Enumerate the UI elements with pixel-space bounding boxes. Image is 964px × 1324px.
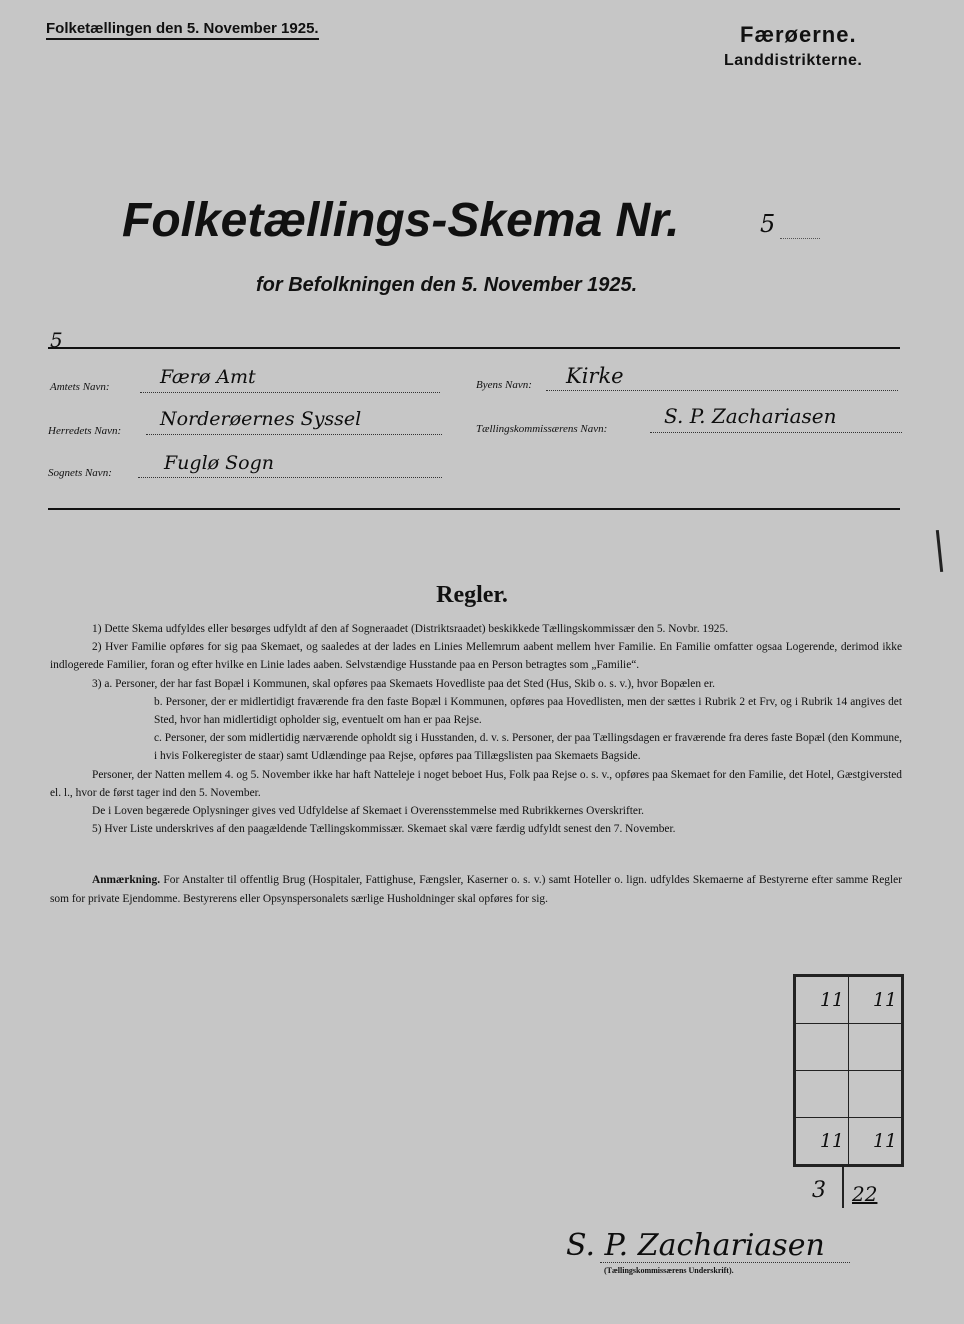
tally-row xyxy=(796,977,902,1024)
amt-value: Færø Amt xyxy=(160,366,256,388)
rule-2: 2) Hver Familie opføres for sig paa Skemaet, og saaledes at der lades en Linies Mellemrum aabent mellem hver Familie. En Familie omfatter ogsaa Logerende, derimod ikke indlogerede Familier, foran og efter hvilke en Linie lades aaben. Selvstændige Husstande paa en Person betragtes som „Familie“. xyxy=(50,641,902,672)
annotation-note xyxy=(50,871,902,908)
note-text: For Anstalter til offentlig Brug (Hospitaler, Fattighuse, Fængsler, Kaserner o. s. v.) samt Hoteller o. lign. udfyldes Skemaerne af Bestyrerne efter samme Regler som for private Ejendomme. Bestyrerens eller Opsynspersonalets særlige Husholdninger skal opføres for sig. xyxy=(50,874,902,905)
amt-label: Amtets Navn: xyxy=(50,381,110,393)
rule-3b: b. Personer, der er midlertidigt fraværende fra den faste Bopæl i Kommunen, opføres paa Hovedlisten, men der sættes i Rubrik 2 et Frv, og i Rubrik 14 angives det Sted, hvor han midlertidigt opholder sig, eventuelt om han er paa Rejse. xyxy=(154,695,902,727)
kommissaer-dotline xyxy=(650,432,902,433)
signature: S. P. Zachariasen xyxy=(566,1228,825,1263)
region-title: Færøerne. xyxy=(740,22,857,47)
tally-cell: 11 xyxy=(849,977,902,1024)
kommissaer-value: S. P. Zachariasen xyxy=(664,404,837,428)
rule-4: De i Loven begærede Oplysninger gives ved Udfyldelse af Skemaet i Overensstemmelse med Rubrikkernes Overskrifter. xyxy=(92,805,644,818)
tally-row xyxy=(796,1118,902,1165)
form-title: Folketællings-Skema Nr. xyxy=(122,194,680,247)
census-date-header: Folketællingen den 5. November 1925. xyxy=(46,20,319,40)
rule-1: 1) Dette Skema udfyldes eller besørges udfyldt af den af Sogneraadet (Distriktsraadet) beskikkede Tællingskommissær den 5. Novbr. 1925. xyxy=(92,623,729,635)
rule-3a: 3) a. Personer, der har fast Bopæl i Kommunen, skal opføres paa Skemaets Hovedliste paa det Sted (Hus, Skib o. s. v.), hvor Bopælen er. xyxy=(92,677,715,690)
tally-cell xyxy=(796,1024,849,1071)
note-label: Anmærkning. xyxy=(92,874,161,886)
rule-3c: c. Personer, der som midlertidig nærværende opholdt sig i Husstanden, d. v. s. Personer, der paa Tællingsdagen er fraværende fra deres faste Bopæl (den Kommune, i hvis Folkeregister de staar) samt Udlændinge paa Rejse, opføres paa Tillægslisten paa Skemaets Bagside. xyxy=(154,732,902,763)
sogn-dotline xyxy=(138,477,442,478)
edge-mark xyxy=(936,530,943,572)
tally-cell xyxy=(849,1024,902,1071)
handwritten-number: 5 xyxy=(50,328,63,352)
tally-total-right: 22 xyxy=(852,1182,878,1206)
herred-label: Herredets Navn: xyxy=(48,425,122,437)
by-label: Byens Navn: xyxy=(476,379,532,391)
signature-line xyxy=(600,1262,850,1263)
tally-cell: 11 xyxy=(796,977,849,1024)
top-rule xyxy=(48,347,900,349)
by-dotline xyxy=(546,390,898,391)
rules-heading: Regler. xyxy=(436,582,508,608)
bottom-rule xyxy=(48,508,900,510)
herred-value: Norderøernes Syssel xyxy=(160,408,362,430)
sogn-value: Fuglø Sogn xyxy=(164,452,274,474)
tally-total-left: 3 xyxy=(812,1178,826,1203)
form-number-handwritten: 5 xyxy=(760,210,776,238)
signature-caption: (Tællingskommissærens Underskrift). xyxy=(604,1266,734,1275)
form-subtitle: for Befolkningen den 5. November 1925. xyxy=(256,274,638,296)
rule-5: 5) Hver Liste underskrives af den paagældende Tællingskommissær. Skemaet skal være færdig udfyldt senest den 7. November. xyxy=(92,823,676,836)
rule-3d: Personer, der Natten mellem 4. og 5. November ikke har haft Natteleje i noget beboet Hus, Folk paa Rejse o. s. v., opføres paa Skemaet for den Familie, det Hotel, Gæstgiversted el. l., hvor de først tager ind den 5. November. xyxy=(50,768,902,799)
tally-cell xyxy=(796,1071,849,1118)
tally-grid xyxy=(793,974,904,1167)
tally-cell: 11 xyxy=(849,1118,902,1165)
herred-dotline xyxy=(146,434,442,435)
rules-body xyxy=(50,620,902,838)
form-number-dotline xyxy=(780,238,820,239)
sogn-label: Sognets Navn: xyxy=(48,467,112,479)
kommissaer-label: Tællingskommissærens Navn: xyxy=(476,423,608,435)
by-value: Kirke xyxy=(566,364,624,388)
tally-cell xyxy=(849,1071,902,1118)
tally-row xyxy=(796,1071,902,1118)
tally-row xyxy=(796,1024,902,1071)
amt-dotline xyxy=(140,392,440,393)
tally-cell: 11 xyxy=(796,1118,849,1165)
region-subtitle: Landdistrikterne. xyxy=(724,52,863,69)
